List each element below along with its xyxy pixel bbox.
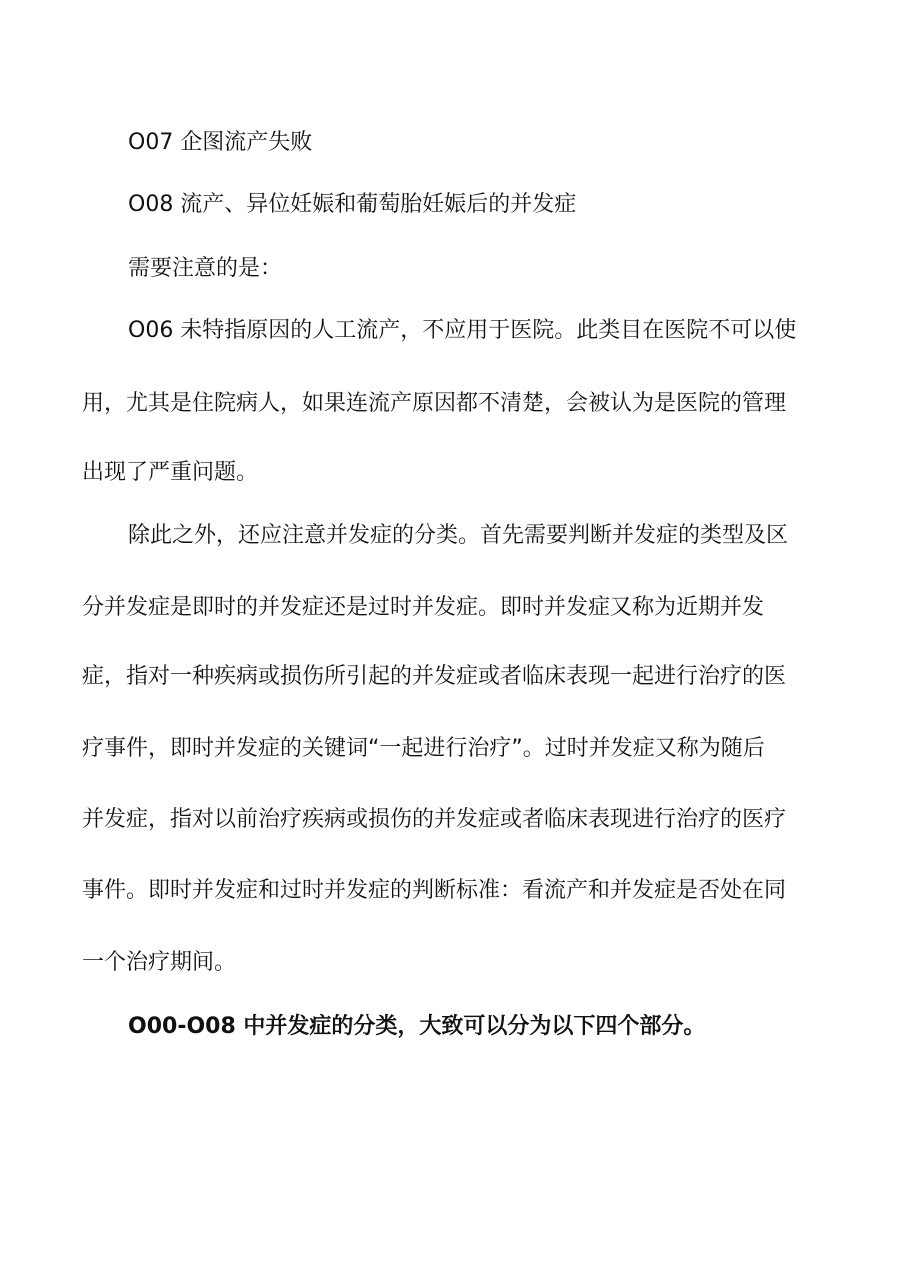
text-line-para2-4: 疗事件，即时并发症的关键词“一起进行治疗”。过时并发症又称为随后 xyxy=(82,736,765,761)
text-line-para2-3: 症，指对一种疾病或损伤所引起的并发症或者临床表现一起进行治疗的医 xyxy=(82,664,787,689)
text-line-para2-7: 一个治疗期间。 xyxy=(82,950,237,975)
text-line-o07: O07 企图流产失败 xyxy=(128,130,313,155)
text-line-o06-3: 出现了严重问题。 xyxy=(82,460,259,485)
text-line-o06-2: 用，尤其是住院病人，如果连流产原因都不清楚，会被认为是医院的管理 xyxy=(82,391,787,416)
text-line-o06-1: O06 未特指原因的人工流产，不应用于医院。此类目在医院不可以使 xyxy=(128,318,797,343)
text-line-note-heading: 需要注意的是： xyxy=(128,256,283,281)
text-line-para2-1: 除此之外，还应注意并发症的分类。首先需要判断并发症的类型及区 xyxy=(128,523,789,548)
text-line-o08: O08 流产、异位妊娠和葡萄胎妊娠后的并发症 xyxy=(128,192,577,217)
text-line-para2-5: 并发症，指对以前治疗疾病或损伤的并发症或者临床表现进行治疗的医疗 xyxy=(82,807,787,832)
text-line-para2-6: 事件。即时并发症和过时并发症的判断标准：看流产和并发症是否处在同 xyxy=(82,878,787,903)
text-line-para2-2: 分并发症是即时的并发症还是过时并发症。即时并发症又称为近期并发 xyxy=(82,595,765,620)
text-line-section-heading: O00-O08 中并发症的分类，大致可以分为以下四个部分。 xyxy=(128,1014,706,1039)
